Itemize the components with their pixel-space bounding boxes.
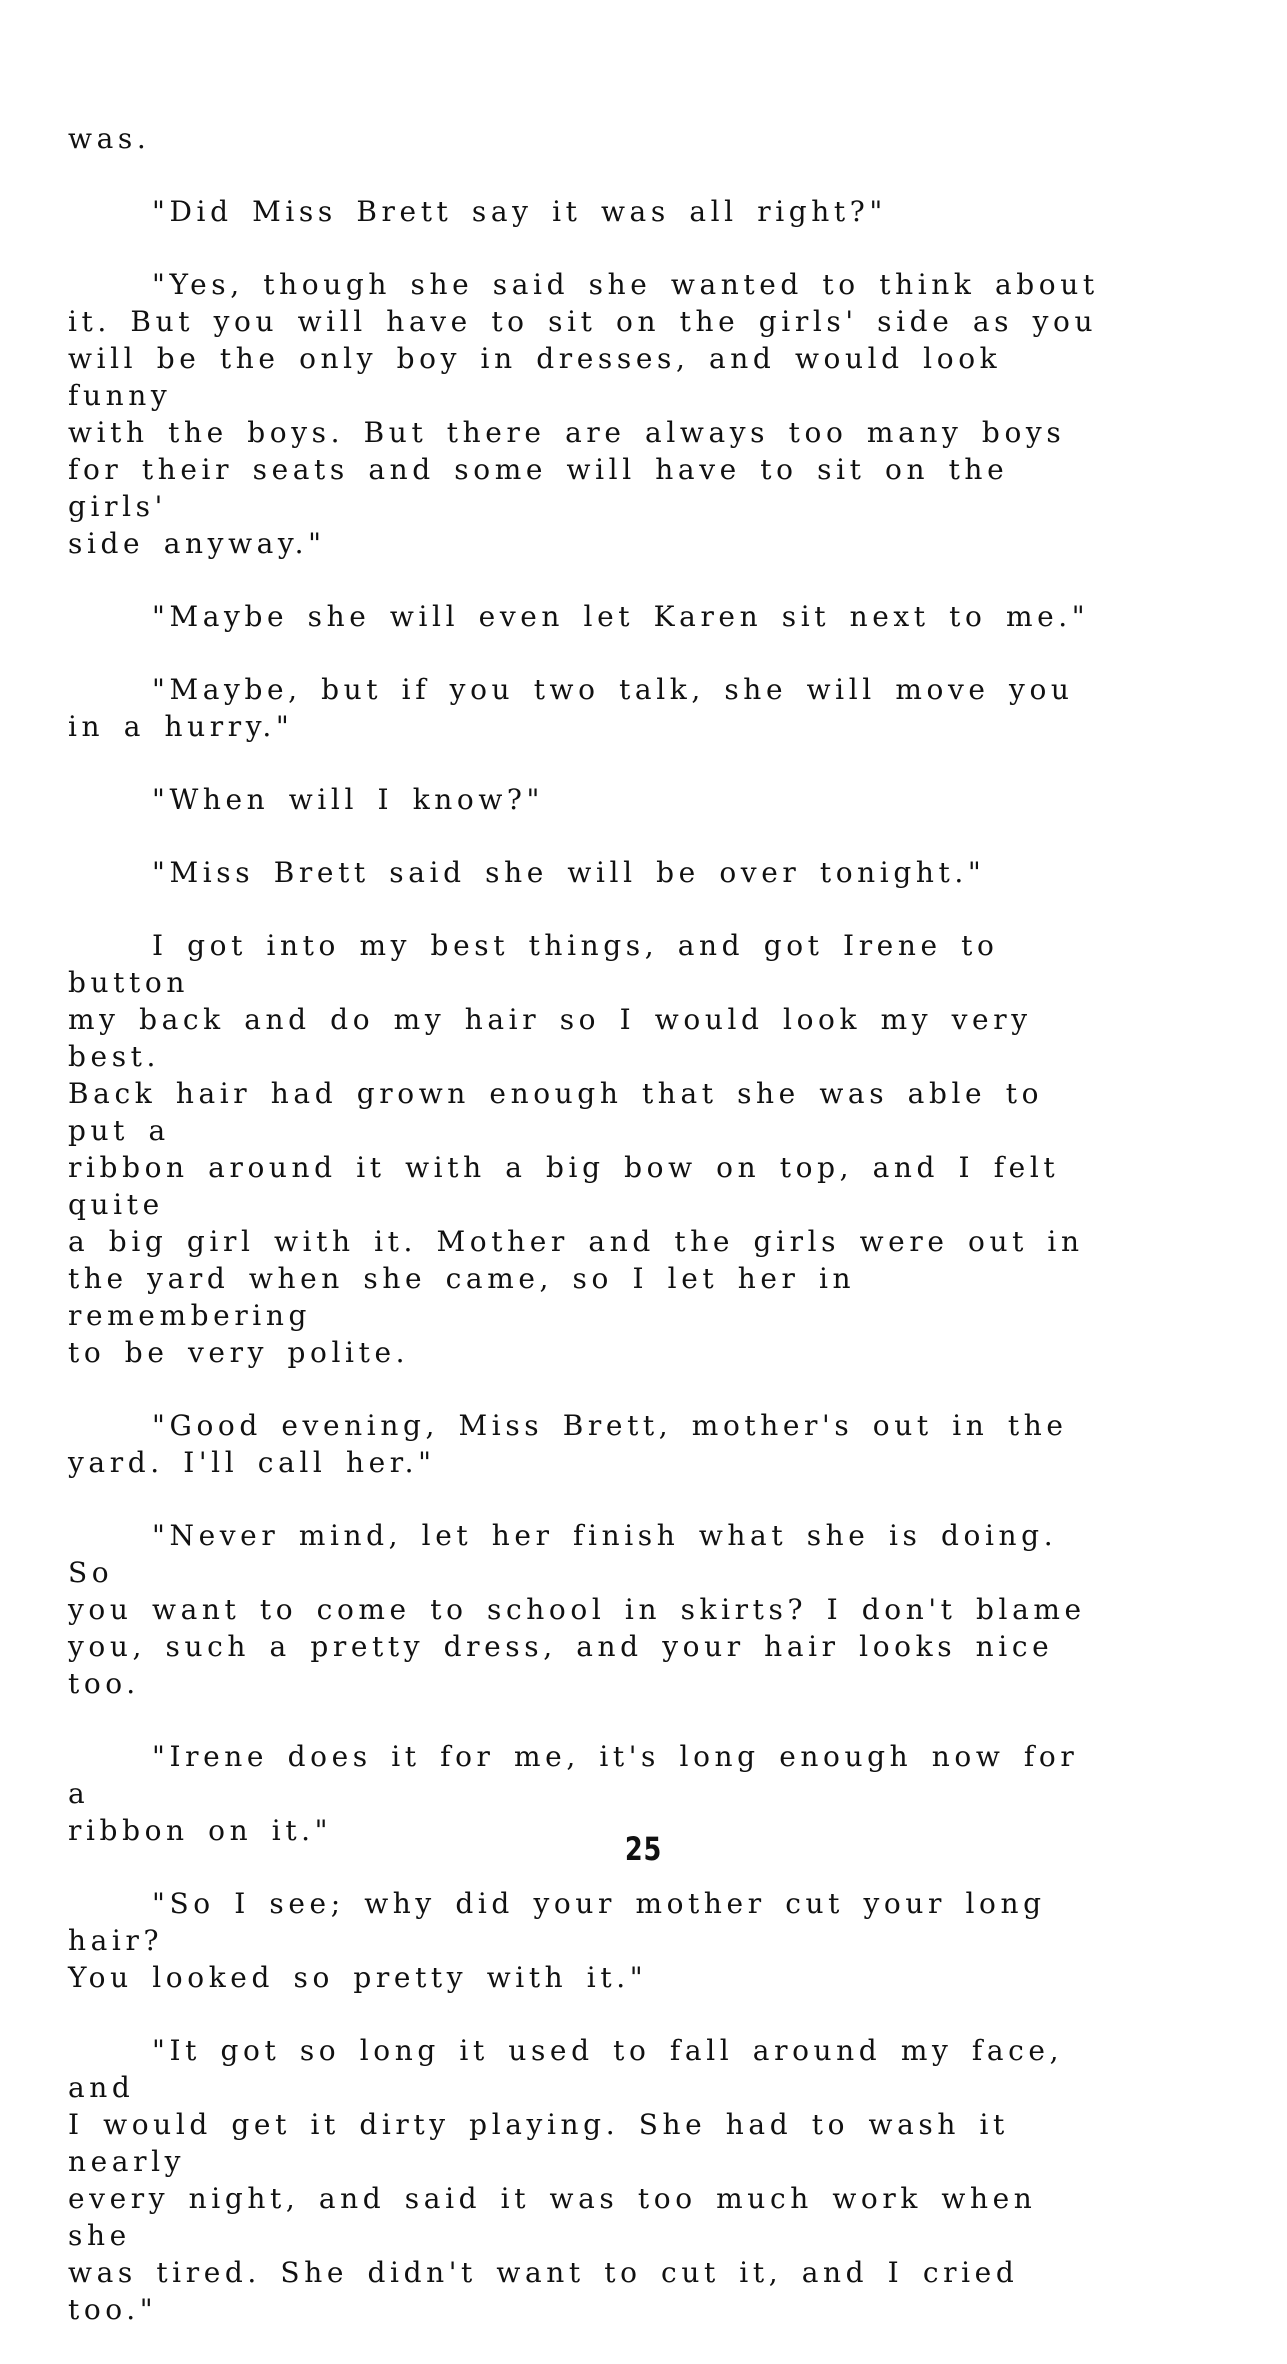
- paragraph: was.: [68, 122, 151, 155]
- paragraph: "Irene does it for me, it's long enough now for a ribbon on it.": [68, 1740, 1079, 1847]
- paragraph: I got into my best things, and got Irene to button my back and do my hair so I would look my very best. Back hair had grown enough that she was able to put a ribbon around it with a big bow on top, and I felt quite a big girl with it. Mother and the girls were out in the yard when she came, so I let her in remembering to be very polite.: [68, 929, 1084, 1369]
- paragraph: "Maybe she will even let Karen sit next to me.": [152, 600, 1090, 633]
- paragraph: "So I see; why did your mother cut your long hair? You looked so pretty with it.": [68, 1887, 1046, 1994]
- page-number: 25: [624, 1830, 663, 1868]
- paragraph: "Miss Brett said she will be over tonight.": [152, 856, 986, 889]
- paragraph: "When will I know?": [152, 783, 545, 816]
- paragraph: "Maybe, but if you two talk, she will move you in a hurry.": [68, 673, 1074, 743]
- paragraph: "Did Miss Brett say it was all right?": [152, 195, 887, 228]
- paragraph: "Yes, though she said she wanted to think about it. But you will have to sit on the girls' side as you will be the only boy in dresses, and would look funny with the boys. But there are always too many boys for their seats and some will have to sit on the girls' side anyway.": [68, 268, 1099, 560]
- paragraph: "Never mind, let her finish what she is doing. So you want to come to school in skirts? I don't blame you, such a pretty dress, and your hair looks nice too.: [68, 1519, 1086, 1700]
- body-text: [68, 120, 1108, 2364]
- paragraph: "It got so long it used to fall around my face, and I would get it dirty playing. She had to wash it nearly every night, and said it was too much work when she was tired. She didn't want to cut it, and I cried too.": [68, 2034, 1064, 2326]
- paragraph: "Good evening, Miss Brett, mother's out in the yard. I'll call her.": [68, 1409, 1068, 1479]
